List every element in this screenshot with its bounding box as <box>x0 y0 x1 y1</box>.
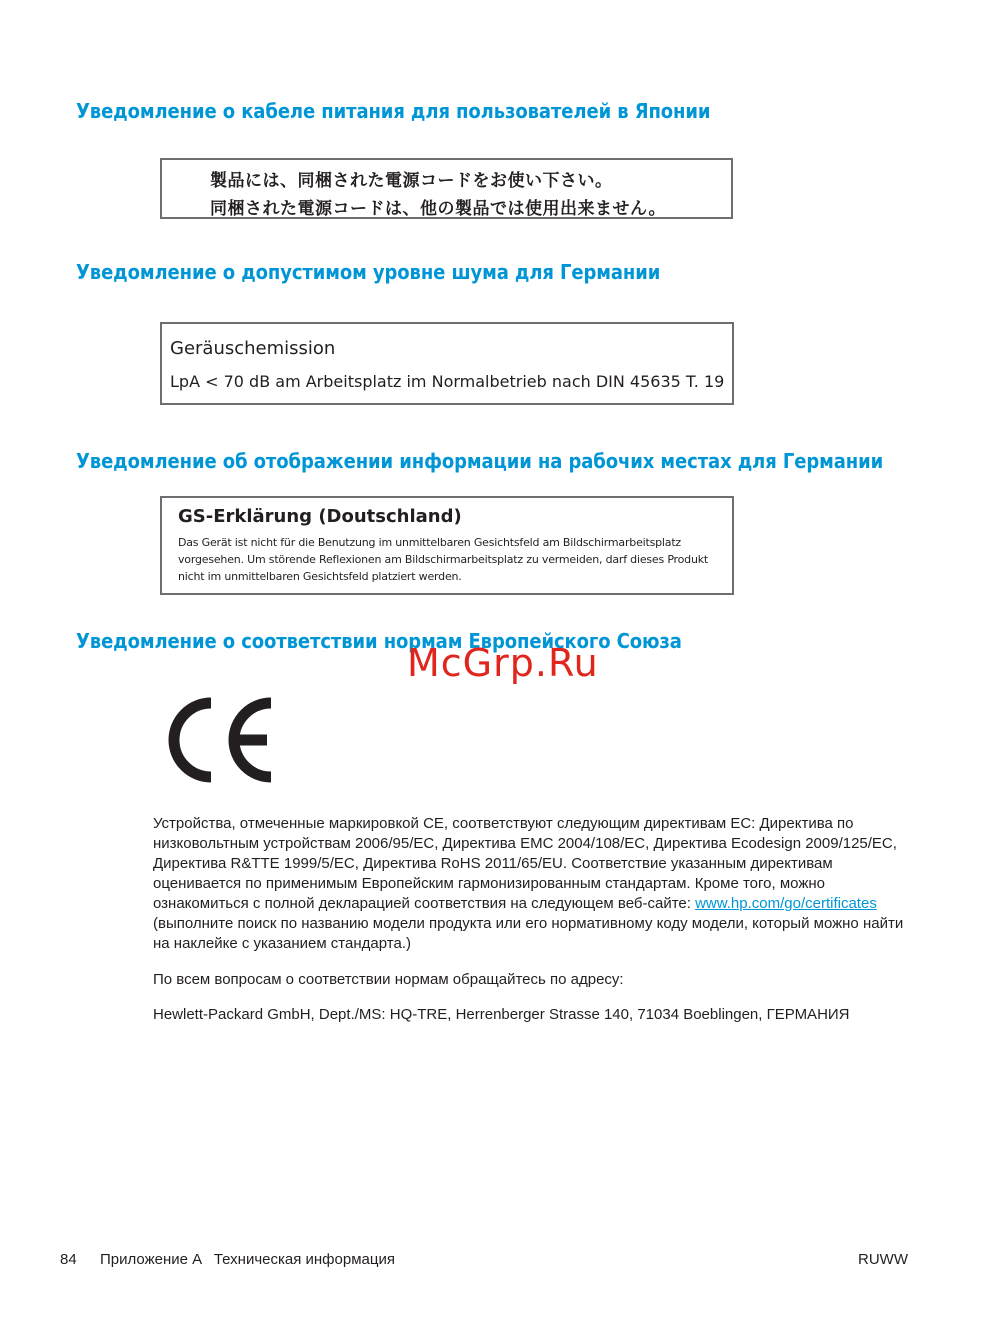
page-number: 84 <box>60 1251 77 1268</box>
ce-mark-icon <box>165 697 280 783</box>
heading-japan-power-cord: Уведомление о кабеле питания для пользователей в Японии <box>76 99 711 123</box>
gs-notice-title: GS-Erklärung (Doutschland) <box>178 506 462 527</box>
gs-notice-line-1: Das Gerät ist nicht für die Benutzung im unmittelbaren Gesichtsfeld am Bildschirmarbeitsplatz <box>178 536 682 549</box>
heading-germany-noise: Уведомление о допустимом уровне шума для Германии <box>76 260 661 284</box>
japan-notice-line-2: 同梱された電源コードは、他の製品では使用出来ません。 <box>210 199 667 219</box>
footer-chapter: Приложение A Техническая информация <box>100 1251 395 1268</box>
japan-notice-box <box>160 158 733 219</box>
eu-compliance-paragraph <box>153 814 913 954</box>
gs-notice-line-2: vorgesehen. Um störende Reflexionen am Bildschirmarbeitsplatz zu vermeiden, darf dieses Produkt <box>178 553 709 566</box>
gs-notice-box <box>160 496 734 595</box>
watermark: McGrp.Ru <box>407 641 599 685</box>
heading-eu-compliance: Уведомление о соответствии нормам Европейского Союза <box>76 629 682 653</box>
eu-paragraph-text-1: Устройства, отмеченные маркировкой CE, соответствуют следующим директивам ЕС: Директива по низковольтным устройствам 2006/95/EC, Директива EMC 2004/108/EC, Директива Ecodesign 2009/125/EC, Директива R&TTE 1999/5/EC, Директива RoHS 2011/65/EU. Соответствие указанным директивам оценивается по применимым Европейским гармонизированным стандартам. Кроме того, можно ознакомиться с полной декларацией соответствия на следующем веб-сайте: <box>153 815 897 912</box>
noise-notice-title: Geräuschemission <box>170 338 336 359</box>
gs-notice-line-3: nicht im unmittelbaren Gesichtsfeld platziert werden. <box>178 570 462 583</box>
eu-contact-address: Hewlett-Packard GmbH, Dept./MS: HQ-TRE, Herrenberger Strasse 140, 71034 Boeblingen, ГЕРМАНИЯ <box>153 1006 850 1023</box>
eu-paragraph-text-2: (выполните поиск по названию модели продукта или его нормативному коду модели, который можно найти на наклейке с указанием стандарта.) <box>153 915 904 952</box>
heading-germany-display: Уведомление об отображении информации на рабочих местах для Германии <box>76 449 884 473</box>
germany-noise-notice-box <box>160 322 734 405</box>
footer-locale-code: RUWW <box>858 1251 908 1268</box>
noise-notice-text: LpA < 70 dB am Arbeitsplatz im Normalbetrieb nach DIN 45635 T. 19 <box>170 372 725 391</box>
eu-contact-intro: По всем вопросам о соответствии нормам обращайтесь по адресу: <box>153 971 624 988</box>
certificates-link[interactable]: www.hp.com/go/certificates <box>695 895 877 912</box>
japan-notice-line-1: 製品には、同梱された電源コードをお使い下さい。 <box>210 171 613 191</box>
